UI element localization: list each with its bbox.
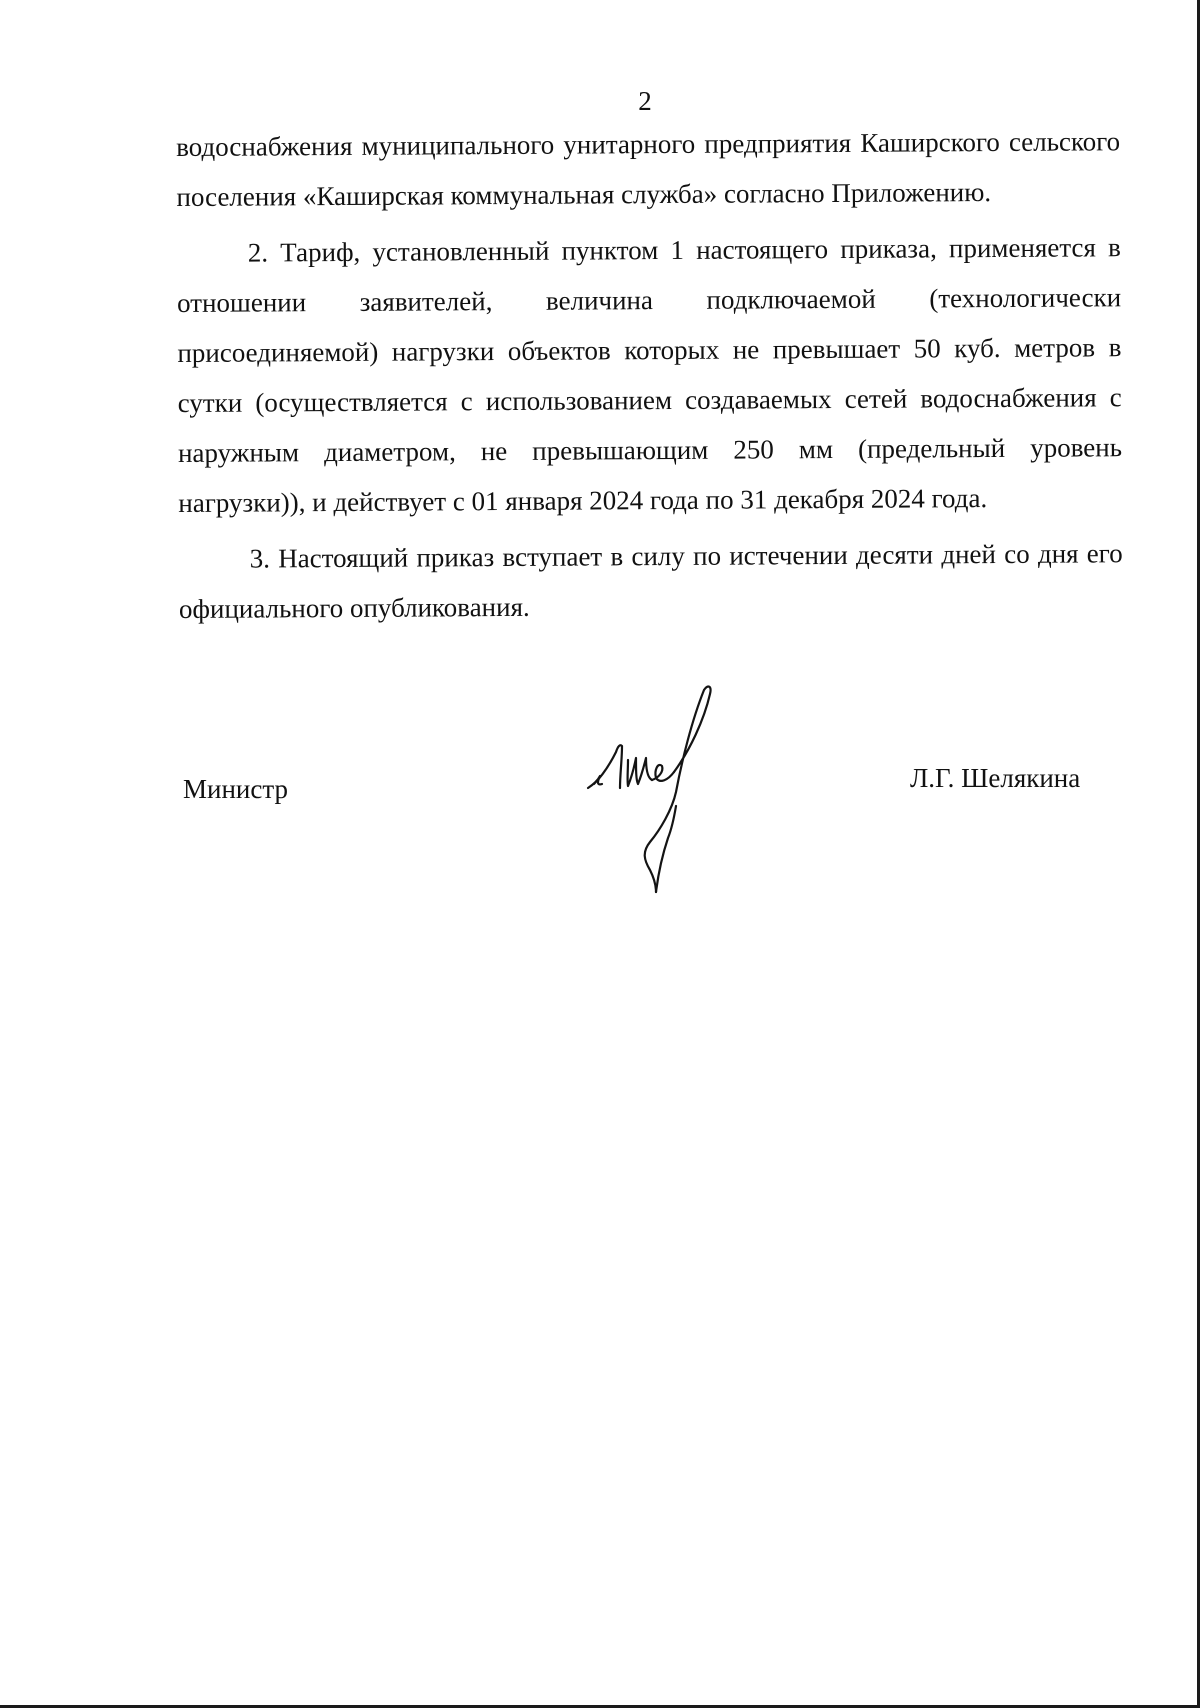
- paragraph-continuation: водоснабжения муниципального унитарного предприятия Каширского сельского поселения «Каширская коммунальная служба» согласно Приложению.: [176, 126, 1121, 212]
- paragraph-3: 3. Настоящий приказ вступает в силу по истечении десяти дней со дня его официального опубликования.: [178, 538, 1123, 624]
- paragraph-2: 2. Тариф, установленный пунктом 1 настоящего приказа, применяется в отношении заявителей, величина подключаемой (технологически присоединяемой) нагрузки объектов которых не превышает 50 куб. метров в сутки (осуществляется с использованием создаваемых сетей водоснабжения с наружным диаметром, не превышающим 250 мм (предельный уровень нагрузки)), и действует с 01 января 2024 года по 31 декабря 2024 года.: [177, 232, 1123, 518]
- handwritten-signature: [580, 680, 760, 895]
- signatory-name: Л.Г. Шелякина: [910, 763, 1081, 793]
- page-number: 2: [638, 86, 652, 116]
- signatory-title: Министр: [183, 774, 288, 804]
